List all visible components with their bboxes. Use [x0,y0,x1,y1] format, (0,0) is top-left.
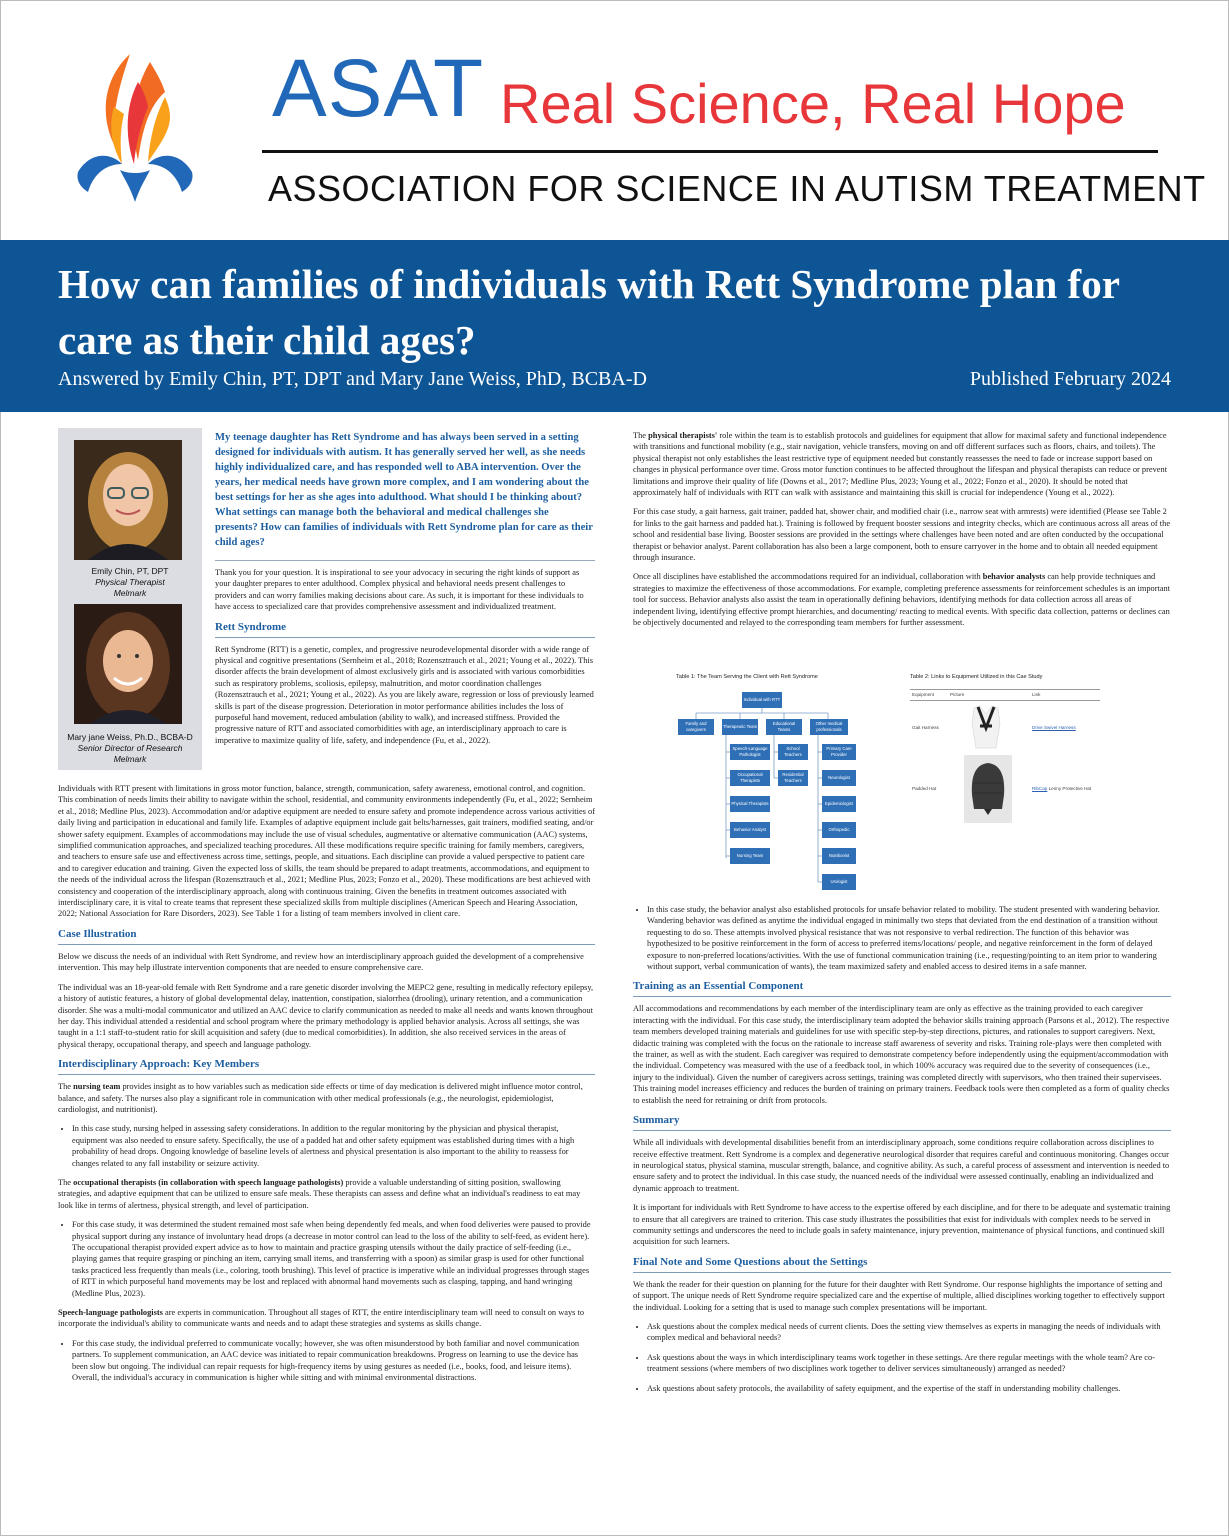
list-item: • Ask questions about the ways in which interdisciplinary teams work together in these settings. Are there regular meetings with the whole team? Are co-treatment sessions (where members of two disciplines work together to deliver services simultaneously) arranged as needed? [647,1352,1171,1375]
table2-header-link: Link [1032,692,1041,697]
padded-hat-icon [964,755,1012,823]
heading-rule [633,996,1171,997]
nursing-paragraph: The nursing team provides insight as to how variables such as medication side effects or time of day medication is delivered might influence motor control, balance, and safety. The nurses also play a significant role in communication with other medical professionals (e.g., the neurologist, epidemiologist, cardiologist, and nutritionist). [58,1082,583,1114]
list-item: • In this case study, the behavior analyst also established protocols for unsafe behavior related to mobility. The student presented with wandering behavior. Wandering behavior was defined as anytime the individual engaged in minimally two steps that deviated from the end destination of a transition without requesting to do so. These attempts involved physical resistance that was not responsive to verbal redirection. The function of this behavior was hypothesized to be positive reinforcement in the form of access to preferred items/locations/ people, and negative reinforcement in the form of delayed exposure to non-preferred locations/activities. With the use of functional communication training (i.e., requesting/pointing to an item prior to wandering without support, verbal communication of wants), the team maximized safety and enabled access to desired items in a safe manner. [647,904,1171,972]
asat-flame-logo-icon [70,52,200,207]
org-node-medical-0: Primary Care Provider [822,744,856,760]
list-item: • In this case study, nursing helped in assessing safety considerations. In addition to the regular monitoring by the physician and physical therapist, equipment was also needed to ensure safety. Specifically, the use of a padded hat and other safety equipment was established during times with a high probability of head drops. Ongoing knowledge of baseline levels of alertness and physical presentation is also important to the ability to reassess for changes related to any fall instability or seizure activity. [72,1123,595,1169]
person-portrait-icon [74,604,182,724]
link-drive-swivel-harness[interactable]: Drive Swivel Harness [1032,725,1076,730]
slp-paragraph: Speech-language pathologists are experts in communication. Throughout all stages of RTT, the entire interdisciplinary team will need to consult on ways to incorporate the individual's ability to communicate wants and needs and to adapt these strategies and systems as skills change. [58,1308,585,1329]
table2-row2-equipment: Padded Hat [912,786,937,791]
person-portrait-icon [74,440,182,560]
org-node-root: Individual with RTT [742,692,782,708]
left-wide-column [58,783,595,1391]
final-paragraph: We thank the reader for their question on planning for the future for their daughter with Rett Syndrome. Our response highlights the importance of setting and of support. The unique needs of Rett Syndrome require specialized care and the expertise of multiple, allied disciplines working together to effectively support the individual. Looking for a setting that is used to manage such complex presentations will be important. [633,1279,1165,1312]
heading-final-note: Final Note and Some Questions about the Settings [633,1255,868,1268]
summary-paragraph-2: It is important for individuals with Rett Syndrome to have access to the expertise offered by each discipline, and for there to be adequate and systematic training to ensure that all caregivers are trained to criterion. This case study illustrates the possibilities that exist for individuals with complex needs to be served in community settings and underscores the need to include goals in safety maintenance, injury prevention, maintenance of physical functions, and continued skill acquisition for such learners. [633,1203,1171,1247]
org-node-medical-3: Orthopedic [822,822,856,838]
reader-question: My teenage daughter has Rett Syndrome and has always been served in a setting designed for individuals with autism. It has generally served her well, as she needs highly individualized care, and has responded well to ABA intervention. Over the years, her medical needs have grown more complex, and I am wondering about the best settings for her as she ages into adulthood. What should I be thinking about? What settings can manage both the behavioral and medical challenges she presents? How can families of individuals with Rett Syndrome plan for care as their child ages? [215,432,593,548]
table2-row2-link: RibCap Lenny Protective Hat [1032,786,1092,791]
brand-tagline: Real Science, Real Hope [500,72,1126,135]
org-node-medical-2: Epidemiologist [822,796,856,812]
question-divider [215,560,595,561]
heading-rule [58,944,595,945]
link-ribcap[interactable]: RibCap [1032,786,1048,791]
final-bullets [633,1321,1171,1394]
heading-case-illustration: Case Illustration [58,927,137,940]
org-node-therapeutic-4: Nursing Team [730,848,770,864]
page-title: How can families of individuals with Rett Syndrome plan for care as their child ages? [58,261,1120,363]
rett-paragraph-1: Rett Syndrome (RTT) is a genetic, complex, and progressive neurodevelopmental disorder with a wide range of physical and cognitive presentations (Sernheim et al., 2018; Rozensztrauch et al., 2021; Young et al., 2022). This disorder affects the brain development of almost exclusively girls and is associated with various comorbidities such as respiratory problems, scoliosis, epilepsy, malnutrition, and motor coordination challenges (Rozensztrauch et al., 2021; Young et al., 2022). As you are likely aware, regression or loss of previously learned skills is part of the disease progression. Deterioration in motor performance abilities includes the loss of purposeful hand movement, reduced ambulation (ability to walk), and increased stiffness. Provided the progressive nature of RTT and associated comorbidities with age, an interdisciplinary approach to care is imperative to maximize quality of life, safety, and independence (Fu, et al., 2022). [215,644,594,745]
org-node-medical: Other medical professionals [810,719,848,735]
case-paragraph-1: Below we discuss the needs of an individual with Rett Syndrome, and review how an interdisciplinary approach guided the development of a comprehensive intervention. This may help illustrate intervention components that are needed to ensure comprehensive care. [58,951,584,973]
org-node-therapeutic-3: Behavior Analyst [730,822,770,838]
ot-paragraph: The occupational therapists (in collaboration with speech language pathologists) provide a valuable understanding of sitting position, swallowing strategies, and adaptive equipment that can be utilized to ensure safe meals. These therapists can assess and define what an individual's readiness to eat may look like in terms of alertness, physical strength, and level of participation. [58,1177,581,1210]
pt-paragraph: The physical therapists' role within the team is to establish protocols and guidelines for equipment that allow for maximal safety and functional independence with transitions and functional mobility (e.g., stair navigation, vehicle transfers, moving on and off different surfaces such as floors, chairs, and toilets). The physical therapist not only establishes the least restrictive type of equipment needed but constantly reassesses the need to fade or increase support based on changes in physical performance over time. Gross motor function continues to be affected throughout the lifespan and physical therapists can reduce or prevent limitations and improve their quality of life (Downs et al., 2017; Medline Plus, 2023; Young et al., 2022; Fonzo et al., 2020). It should be noted that approximately half of individuals with RTT can walk with assistance and maintaining this skill is crucial for independence (Young et al., 2022). [633,431,1168,498]
heading-interdisciplinary: Interdisciplinary Approach: Key Members [58,1058,260,1071]
training-paragraph: All accommodations and recommendations by each member of the interdisciplinary team are only as effective as the training provided to each caregiver interacting with the individual. For this case study, the interdisciplinary team adopted the behavior skills training approach (Parsons et al., 2012). The respective team members developed training materials and guidelines for use with specific step-by-step directions, pictures, and rationales to support caregivers. Next, didactic training was completed with the focus on the rationale to increase staff awareness of severity and risks. Training role-plays were then completed with the trainer, as well as with the student. Each caregiver was required to demonstrate competency before independently using the equipment/accommodation with the individual. Competency was measured with the use of a feedback tool, in which 100% accuracy was required due to the severity of consequences (i.e., injury to the individual). Given the number of caregivers across settings, training was completed directly with supervisors, who then trained their supervisees. This training model increases efficiency and reduces the burden of training on primary trainers. Feedback tools were then completed as a form of quality checks to establish the need for retraining or drift from protocols. [633,1004,1170,1105]
table2-title: Table 2: Links to Equipment Utilized in this Cae Study [910,674,1043,680]
published-date: Published February 2024 [969,368,1171,390]
brand-wordmark: ASAT [272,43,485,134]
author-photos-panel [58,428,202,770]
table2-header-equipment: Equipment [912,692,934,697]
org-node-medical-4: Nutritionist [822,848,856,864]
nursing-bullets [58,1123,595,1169]
org-node-medical-5: Urologist [822,874,856,890]
org-node-educational-0: School Teachers [778,744,808,760]
rett-paragraph-2: Individuals with RTT present with limitations in gross motor function, balance, strength, communication, safety awareness, emotional control, and cognition. This combination of needs limits their ability to navigate within the school, residential, and community environments independently (Fu, et al., 2022; Sernheim et al., 2018; Medline Plus, 2023). Accommodation and/or adaptive equipment are needed to ensure safety and promote independence across various activities of daily living and participation in educational and family life. Examples of adaptive equipment include gait belts/harnesses, gait trainers, modified seating, and/or shower safety equipment. Examples of accommodations may include the use of visual schedules, augmentative or alternative communication (AAC) systems, simplified communication approaches, and specialized teaching procedures. All these modifications require specific training for family members, caregivers, and teachers to ensure safe use and effectiveness across time, settings, people, and situations. Each discipline can provide a valued perspective to patient care and to caregiver education and training. Given the expected loss of skills, the team should be prepared to adapt treatments, accommodations, and equipment to the needs of the individual across the lifespan (Rozensztrauch et al., 2021; Medline Plus, 2023; Fonzo et al., 2020). These modifications are best achieved with consistency and cooperation of the interdisciplinary approach, along with continuous training. Given the benefits in treatment outcomes associated with interdisciplinary care, it is vital to create teams that represent these specialized skills from multiple disciplines (American Speech and Hearing Association, 2022; National Association for Rare Disorders, 2023). See Table 1 for a listing of team members involved in client care. [58,784,596,919]
org-node-therapeutic-1: Occupational Therapists [730,770,770,786]
heading-training: Training as an Essential Component [633,980,804,993]
author-caption-2: Mary jane Weiss, Ph.D., BCBA-D Senior Director of Research Melmark [67,732,193,764]
summary-paragraph-1: While all individuals with developmental disabilities benefit from an interdisciplinary approach, some conditions require collaboration across disciplines to receive effective treatment. Rett Syndrome is a complex and degenerative neurological disorder that requires careful and continuous monitoring. Changes occur in neurological status, physical stamina, muscular strength, balance, and cognitive ability. As such, a careful process of assessment and intervention is needed to ensure safety and to protect the individual. In this case study, the nuanced needs of the individual were assessed continually, enabling an individualized and dynamic approach to treatment. [633,1138,1170,1193]
org-node-educational-1: Residential Teachers [778,770,808,786]
table2-header-picture: Picture [950,692,965,697]
heading-rule [633,1130,1171,1131]
heading-rett-syndrome: Rett Syndrome [215,620,286,633]
author-caption-1: Emily Chin, PT, DPT Physical Therapist Melmark [91,566,169,598]
organization-name: ASSOCIATION FOR SCIENCE IN AUTISM TREATMENT [268,168,1206,209]
table2-row1-equipment: Gait Harness [912,725,939,730]
list-item: • Ask questions about the complex medical needs of current clients. Does the setting view themselves as experts in managing the needs of individuals with complex medical and behavioral needs? [647,1321,1171,1344]
right-column-lower [633,904,1171,1402]
author-photo-emily-chin [74,440,182,560]
org-node-therapeutic-2: Physical Therapists [730,796,770,812]
heading-rule [58,1074,595,1075]
table2-rule [910,700,1100,701]
right-column-upper [633,430,1171,637]
org-node-families: Family and caregivers [678,719,714,735]
heading-rule [215,637,595,638]
ba-bullets [633,904,1171,972]
header-divider [262,150,1158,153]
table1-title: Table 1: The Team Serving the Client with Rett Syndrome [676,674,818,680]
org-node-therapeutic-0: Speech-Language Pathologist [730,744,770,760]
heading-rule [633,1272,1171,1273]
slp-bullets [58,1338,595,1384]
list-item: • For this case study, it was determined the student remained most safe when being dependently fed meals, and when food deliveries were paused to provide physical support during any instance of involuntary head drops (a decrease in motor control can lead to the loss of the ability to self-feed, as evident here). The occupational therapist provided expert advice as to how to maintain and practice grasping utensils without the daily practice of self-feeding (i.e., playing games that require grasping or pinching an item, carrying small items, and transferring with a spoon) as similar grasp is used for other functional tasks practiced less frequently than meals (i.e., coloring, tooth brushing). This level of practice is imperative while an individual progresses through stages of RTT in which purposeful hand movements may be lost and replaced with abnormal hand movements such as clasping, tapping, and hand wringing (Medline Plus, 2023). [72,1219,595,1299]
org-node-therapeutic: Therapeutic Team [722,719,758,735]
title-banner [0,240,1229,412]
intro-paragraph: Thank you for your question. It is inspirational to see your advocacy in securing the right kinds of support as your daughter prepares to enter adulthood. Complex physical and behavioral needs present challenges to providers and can worry families making decisions about care. As such, it is important for these individuals to have access to specialized care that provides comprehensive assessment and individualized treatment. [215,568,584,612]
authors-line: Answered by Emily Chin, PT, DPT and Mary Jane Weiss, PhD, BCBA-D [58,368,647,390]
list-item: • Ask questions about safety protocols, the availability of safety equipment, and the expertise of the staff in understanding mobility challenges. [647,1383,1171,1394]
ot-bullets [58,1219,595,1299]
author-photo-mary-jane-weiss [74,604,182,724]
left-narrow-column [215,567,595,754]
org-node-educational: Educational Teams [766,719,802,735]
pt-paragraph-2: For this case study, a gait harness, gait trainer, padded hat, shower chair, and modified chair (i.e., narrow seat with armrests) were identified (Please see Table 2 for links to the gait harness and padded hat.). Training is followed by frequent booster sessions and integrity checks, which are continuous across all areas of the school and residential base living. Booster sessions are provided in the settings where challenges have been noted and are often conducted by the occupational therapist or behavior analyst. Parent collaboration has also been a large component, both to ensure carryover in the home and to obtain all needed equipment through insurance. [633,507,1171,563]
heading-summary: Summary [633,1114,680,1127]
ba-paragraph: Once all disciplines have established the accommodations required for an individual, collaboration with behavior analysts can help provide techniques and strategies to maximize the effectiveness of those accommodations. For example, completing preference assessments for reinforcement schedules is an important tool for success. Behavior analysts also assist the team in operationally defining behaviors, identifying methods for data collection across all areas of independent living, identifying effective prompt hierarchies, and documenting/ reacting to medical events. With specific data collection, patterns or declines can be objectively documented and relayed to the corresponding team members for further assessment. [633,572,1171,628]
org-node-medical-1: Neurologist [822,770,856,786]
gait-harness-icon [966,704,1006,750]
list-item: • For this case study, the individual preferred to communicate vocally; however, she was often misunderstood by both familiar and novel communication partners. To supplement communication, an AAC device was initiated to repair communication breakdowns. Progress on learning to use the device has been slow but ongoing. The individual can repair requests for high-frequency items by using gestures as needed (i.e., books, food, and leisure items). Overall, the individual's accuracy in communication is higher while sitting and with minimal environmental distractions. [72,1338,595,1384]
case-paragraph-2: The individual was an 18-year-old female with Rett Syndrome and a rare genetic disorder involving the MEPC2 gene, resulting in medically refectory epilepsy, a history of autistic features, a history of global developmental delay, inattention, constipation, sialorrhea (drooling), urinary retention, and a communication disorder. She was a multi-modal communicator and utilized an AAC device to clarify communication as needed to make all needs and wants known throughout her day. This individual attended a residential and school program where the primary methodology is applied behavior analysis. Across all settings, she was taught in a 1:1 staff-to-student ratio for skill acquisition and safety (due to medical comorbidities). In addition, she also received services in the areas of physical therapy, occupational therapy, and speech and language pathology. [58,982,594,1049]
table2-rule [910,689,1100,690]
